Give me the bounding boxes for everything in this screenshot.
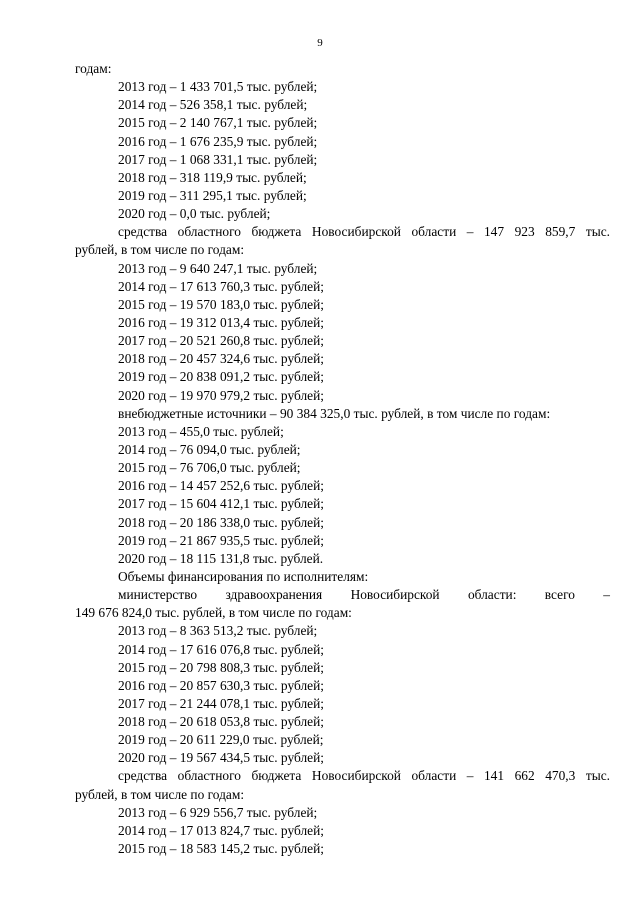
word: –: [466, 768, 474, 784]
text-line: 2019 год – 21 867 935,5 тыс. рублей;: [118, 532, 324, 548]
text-line: 2016 год – 19 312 013,4 тыс. рублей;: [118, 314, 324, 330]
text-line: 2014 год – 76 094,0 тыс. рублей;: [118, 441, 301, 457]
word: –: [603, 587, 610, 603]
word: 147: [483, 224, 505, 240]
word: областного: [177, 768, 241, 784]
text-line: 2015 год – 2 140 767,1 тыс. рублей;: [118, 115, 318, 131]
text-line: 2018 год – 20 618 053,8 тыс. рублей;: [118, 714, 324, 730]
word: области: [411, 224, 457, 240]
word: бюджета: [251, 768, 302, 784]
word: бюджета: [251, 224, 302, 240]
text-line: 2018 год – 20 186 338,0 тыс. рублей;: [118, 514, 324, 530]
word: министерство: [118, 587, 198, 603]
word: 859,7: [545, 224, 576, 240]
text-line: 2017 год – 15 604 412,1 тыс. рублей;: [118, 496, 324, 512]
text-line: 2020 год – 19 567 434,5 тыс. рублей;: [118, 750, 324, 766]
text-line: 2015 год – 20 798 808,3 тыс. рублей;: [118, 659, 324, 675]
word: средства: [118, 768, 168, 784]
word: 923: [514, 224, 535, 240]
word: Новосибирской: [311, 768, 401, 784]
text-line: 2020 год – 18 115 131,8 тыс. рублей.: [118, 550, 324, 566]
word: области:: [467, 587, 517, 603]
text-line: 2014 год – 17 613 760,3 тыс. рублей;: [118, 278, 324, 294]
word: тыс.: [585, 768, 610, 784]
word: 470,3: [545, 768, 576, 784]
text-line: 2013 год – 1 433 701,5 тыс. рублей;: [118, 79, 318, 95]
word: 141: [483, 768, 505, 784]
text-line: 2014 год – 17 013 824,7 тыс. рублей;: [118, 822, 324, 838]
text-line: 2015 год – 19 570 183,0 тыс. рублей;: [118, 296, 324, 312]
word: области: [411, 768, 457, 784]
text-line: [75, 586, 610, 604]
text-line: годам:: [75, 61, 112, 76]
text-line: 2020 год – 19 970 979,2 тыс. рублей;: [118, 387, 324, 403]
word: Новосибирской: [350, 587, 440, 603]
word: всего: [544, 587, 575, 603]
text-line: 2016 год – 20 857 630,3 тыс. рублей;: [118, 677, 324, 693]
text-line: [75, 223, 610, 241]
text-line: рублей, в том числе по годам:: [75, 242, 245, 258]
text-line: 2014 год – 17 616 076,8 тыс. рублей;: [118, 641, 324, 657]
text-line: 2020 год – 0,0 тыс. рублей;: [118, 206, 271, 222]
word: здравоохранения: [225, 587, 323, 603]
text-line: рублей, в том числе по годам:: [75, 786, 245, 802]
text-line: 2019 год – 311 295,1 тыс. рублей;: [118, 187, 307, 203]
word: средства: [118, 224, 168, 240]
text-line: 2015 год – 76 706,0 тыс. рублей;: [118, 460, 301, 476]
text-line: 2017 год – 21 244 078,1 тыс. рублей;: [118, 695, 324, 711]
word: областного: [177, 224, 241, 240]
text-line: 2016 год – 1 676 235,9 тыс. рублей;: [118, 133, 318, 149]
text-line: внебюджетные источники – 90 384 325,0 тыс. рублей, в том числе по годам:: [118, 405, 551, 421]
text-line: 2017 год – 20 521 260,8 тыс. рублей;: [118, 333, 324, 349]
text-line: 2013 год – 6 929 556,7 тыс. рублей;: [118, 804, 318, 820]
text-line: 2018 год – 318 119,9 тыс. рублей;: [118, 169, 307, 185]
text-line: 149 676 824,0 тыс. рублей, в том числе по годам:: [75, 605, 352, 621]
text-line: [75, 767, 610, 785]
text-line: 2013 год – 9 640 247,1 тыс. рублей;: [118, 260, 318, 276]
word: тыс.: [585, 224, 610, 240]
text-line: 2018 год – 20 457 324,6 тыс. рублей;: [118, 351, 324, 367]
text-line: 2015 год – 18 583 145,2 тыс. рублей;: [118, 841, 324, 857]
word: –: [466, 224, 474, 240]
text-line: 2013 год – 455,0 тыс. рублей;: [118, 423, 284, 439]
page-number: 9: [317, 37, 323, 49]
document-body: [75, 60, 610, 858]
word: 662: [514, 768, 535, 784]
text-line: 2016 год – 14 457 252,6 тыс. рублей;: [118, 478, 324, 494]
text-line: 2019 год – 20 838 091,2 тыс. рублей;: [118, 369, 324, 385]
text-line: 2017 год – 1 068 331,1 тыс. рублей;: [118, 151, 318, 167]
word: Новосибирской: [311, 224, 401, 240]
text-line: 2014 год – 526 358,1 тыс. рублей;: [118, 97, 308, 113]
text-line: Объемы финансирования по исполнителям:: [118, 568, 369, 584]
text-line: 2013 год – 8 363 513,2 тыс. рублей;: [118, 623, 318, 639]
text-line: 2019 год – 20 611 229,0 тыс. рублей;: [118, 732, 324, 748]
